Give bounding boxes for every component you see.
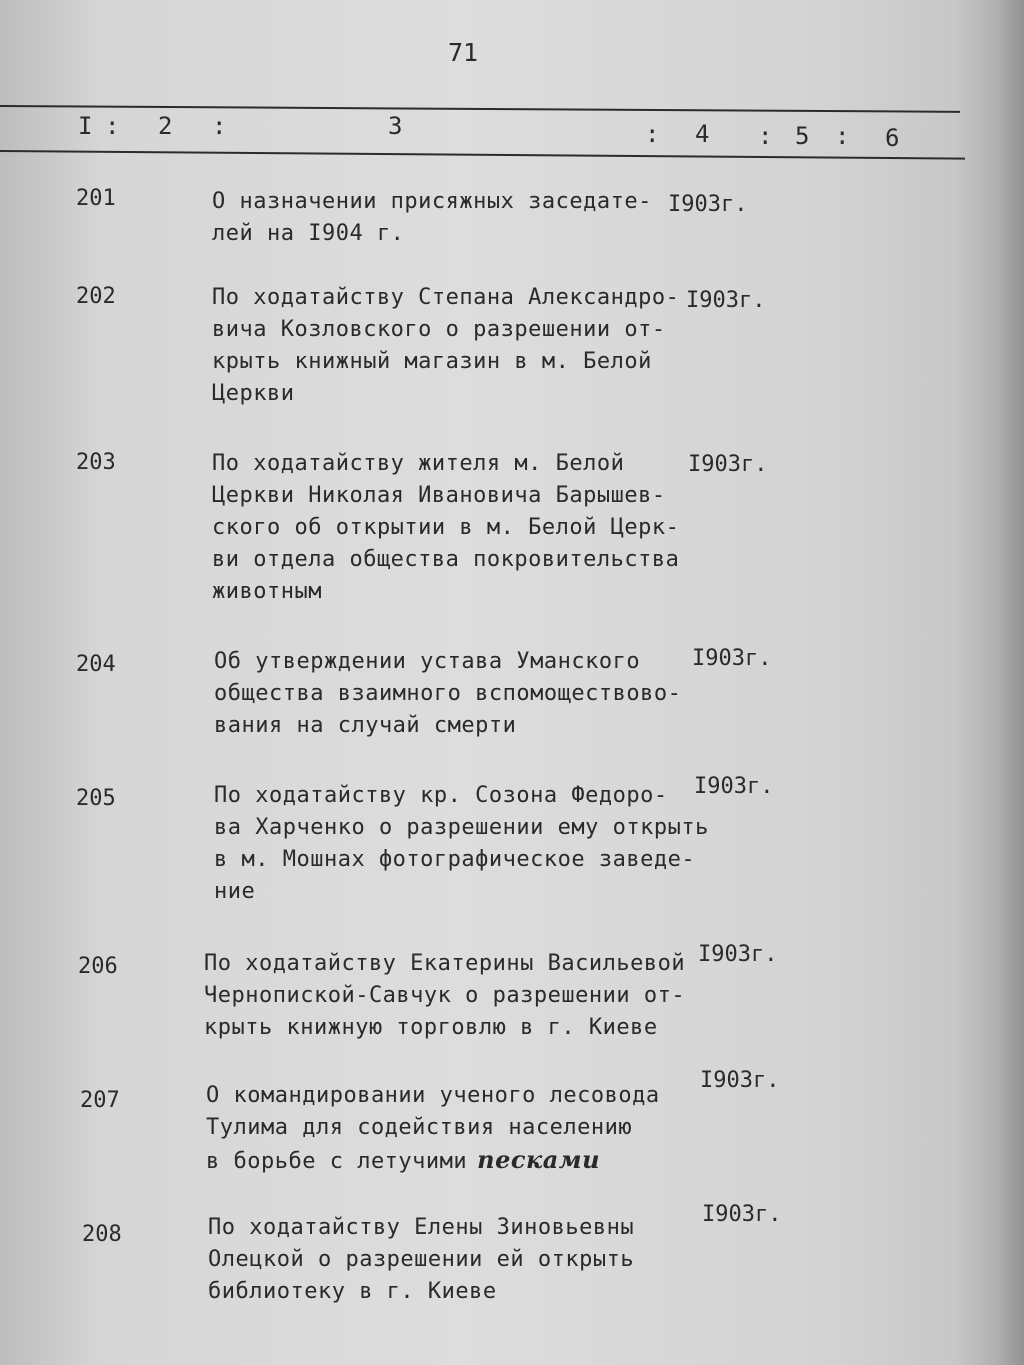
entry-title-line: ви отдела общества покровительства (212, 547, 680, 572)
page-number: 71 (448, 38, 479, 67)
entry-year: I903г. (668, 192, 748, 217)
entry-year: I903г. (692, 646, 772, 671)
entry-year: I903г. (686, 288, 766, 313)
entry-title-line: вича Козловского о разрешении от- (212, 317, 666, 342)
entry-year: I903г. (700, 1068, 780, 1093)
entry-title-line: вания на случай смерти (214, 713, 517, 738)
entry-title-line: в м. Мошнах фотографическое заведе- (214, 847, 696, 872)
entry-title-line: О командировании ученого лесовода (206, 1083, 660, 1108)
entry-year: I903г. (688, 452, 768, 477)
entry-title-line: крыть книжную торговлю в г. Киеве (204, 1015, 658, 1040)
entry-title-line: По ходатайству Елены Зиновьевны (208, 1215, 635, 1240)
header-bottom-rule (0, 150, 965, 160)
entry-title (212, 448, 679, 608)
column-header-6: 6 (885, 124, 900, 152)
entry-title-line: Чернопиской-Савчук о разрешении от- (204, 983, 686, 1008)
entry-number: 204 (76, 652, 116, 677)
entry-number: 202 (76, 284, 116, 309)
entry-number: 207 (80, 1088, 120, 1113)
entry-title-line: По ходатайству Екатерины Васильевой (204, 951, 686, 976)
entry-title-line: По ходатайству кр. Созона Федоро- (214, 783, 668, 808)
column-separator: : (835, 122, 850, 150)
entry-number: 201 (76, 186, 116, 211)
column-separator: : (758, 122, 773, 150)
handwritten-correction: песками (477, 1145, 601, 1174)
entry-title-line: животным (212, 579, 322, 604)
entry-number: 205 (76, 786, 116, 811)
entry-title-line: Об утверждении устава Уманского (214, 649, 641, 674)
entry-title-line: общества взаимного вспомоществово- (214, 681, 682, 706)
entry-title-line: лей на I904 г. (212, 221, 405, 246)
column-header-1: I (78, 112, 93, 140)
entry-title-line: Церкви (212, 381, 295, 406)
page-edge-shadow (954, 0, 1024, 1365)
entry-title-line-text: в борьбе с летучими (206, 1149, 468, 1174)
column-separator: : (212, 112, 227, 140)
entry-title-line: библиотеку в г. Киеве (208, 1279, 497, 1304)
entry-title-line: Церкви Николая Ивановича Барышев- (212, 483, 666, 508)
entry-title (206, 1080, 660, 1178)
column-header-2: 2 (158, 112, 173, 140)
entry-title-line: ского об открытии в м. Белой Церк- (212, 515, 680, 540)
column-separator: : (645, 120, 660, 148)
entry-title-line: О назначении присяжных заседате- (212, 189, 652, 214)
entry-title-line: крыть книжный магазин в м. Белой (212, 349, 652, 374)
column-header-row (0, 112, 1024, 152)
entry-title-line: ние (214, 879, 256, 904)
column-header-5: 5 (795, 122, 810, 150)
column-separator: : (105, 112, 120, 140)
entry-title-line: Олецкой о разрешении ей открыть (208, 1247, 635, 1272)
entry-number: 208 (82, 1222, 122, 1247)
entry-number: 203 (76, 450, 116, 475)
entry-title (212, 282, 679, 410)
entry-title-line: Тулима для содействия населению (206, 1115, 633, 1140)
entry-title (204, 948, 685, 1044)
entry-title (214, 780, 709, 908)
column-header-4: 4 (695, 120, 710, 148)
entry-title-line: По ходатайству жителя м. Белой (212, 451, 625, 476)
entry-title (208, 1212, 634, 1308)
entry-number: 206 (78, 954, 118, 979)
column-header-3: 3 (388, 112, 403, 140)
entry-year: I903г. (702, 1202, 782, 1227)
entry-year: I903г. (694, 774, 774, 799)
entry-year: I903г. (698, 942, 778, 967)
entry-title-line: ва Харченко о разрешении ему открыть (214, 815, 709, 840)
entry-title (212, 186, 652, 250)
entry-title-line (206, 1144, 660, 1178)
entry-title-line: По ходатайству Степана Александро- (212, 285, 680, 310)
entry-title (214, 646, 681, 742)
